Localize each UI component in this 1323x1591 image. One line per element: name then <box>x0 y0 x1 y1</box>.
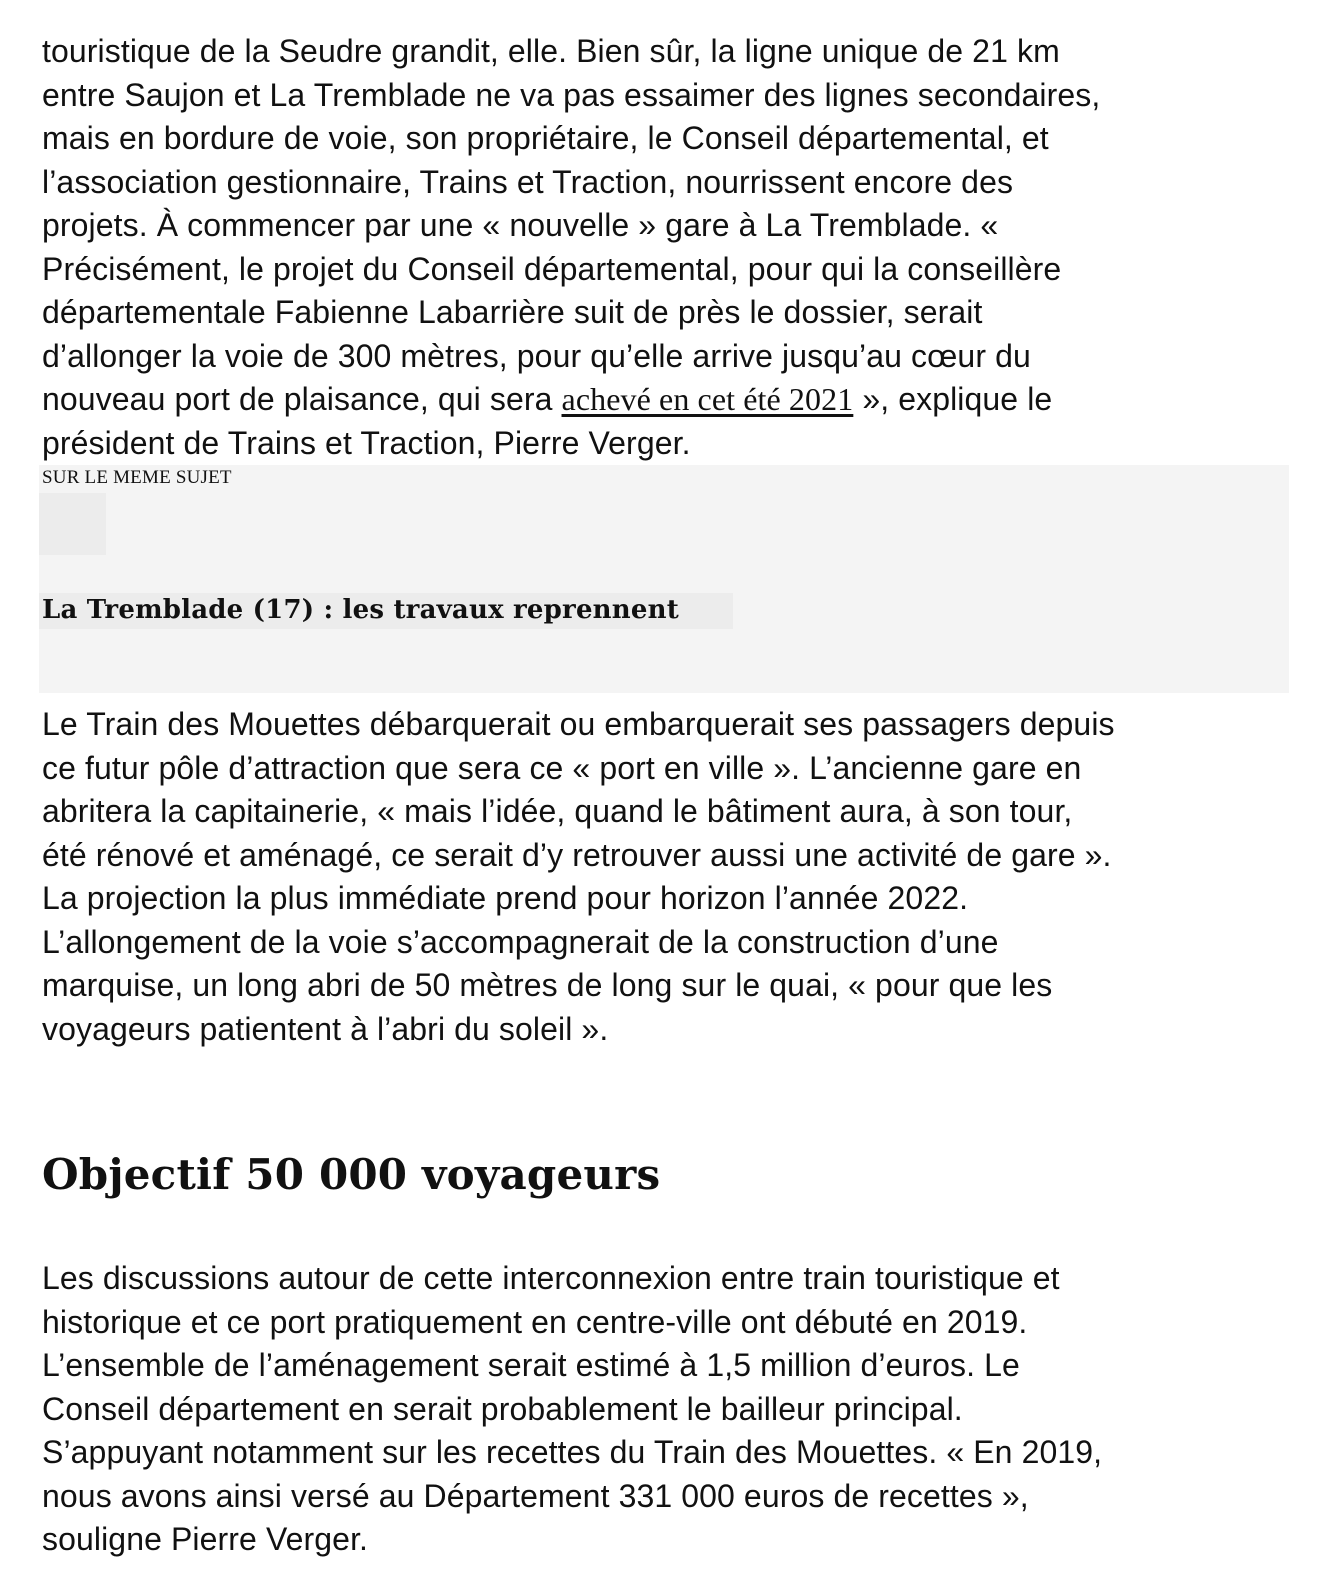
section-heading: Objectif 50 000 voyageurs <box>42 1150 661 1199</box>
article-inline-link[interactable]: achevé en cet été 2021 <box>561 381 854 417</box>
related-article-title-wrap <box>39 593 733 629</box>
related-article-thumbnail[interactable] <box>39 493 106 555</box>
related-article-title-link[interactable]: La Tremblade (17) : les travaux reprennent <box>42 595 679 625</box>
article-page <box>42 30 1292 1562</box>
paragraph-1-text-after-link: », explique le président de Trains et Traction, Pierre Verger. <box>42 381 1053 461</box>
related-article-box <box>39 465 1289 693</box>
paragraph-1-text-before-link: touristique de la Seudre grandit, elle. Bien sûr, la ligne unique de 21 km entre Saujon et La Tremblade ne va pas essaimer des lignes secondaires, mais en bordure de voie, son propriétaire, le Conseil départemental, et l’association gestionnaire, Trains et Traction, nourrissent encore des projets. À commencer par une « nouvelle » gare à La Tremblade. « Précisément, le projet du Conseil départemental, pour qui la conseillère départementale Fabienne Labarrière suit de près le dossier, serait d’allonger la voie de 300 mètres, pour qu’elle arrive jusqu’au cœur du nouveau port de plaisance, qui sera <box>42 33 1101 417</box>
article-paragraph-3: Les discussions autour de cette interconnexion entre train touristique et historique et ce port pratiquement en centre-ville ont débuté en 2019. L’ensemble de l’aménagement serait estimé à 1,5 million d’euros. Le Conseil département en serait probablement le bailleur principal. S’appuyant notamment sur les recettes du Train des Mouettes. « En 2019, nous avons ainsi versé au Département 331 000 euros de recettes », souligne Pierre Verger. <box>42 1260 1103 1557</box>
article-paragraph-2: Le Train des Mouettes débarquerait ou embarquerait ses passagers depuis ce futur pôle d’attraction que sera ce « port en ville ». L’ancienne gare en abritera la capitainerie, « mais l’idée, quand le bâtiment aura, à son tour, été rénové et aménagé, ce serait d’y retrouver aussi une activité de gare ». La projection la plus immédiate prend pour horizon l’année 2022. L’allongement de la voie s’accompagnerait de la construction d’une marquise, un long abri de 50 mètres de long sur le quai, « pour que les voyageurs patientent à l’abri du soleil ». <box>42 706 1115 1047</box>
related-article-label: SUR LE MEME SUJET <box>42 467 232 488</box>
article-paragraph-1 <box>42 30 1292 465</box>
